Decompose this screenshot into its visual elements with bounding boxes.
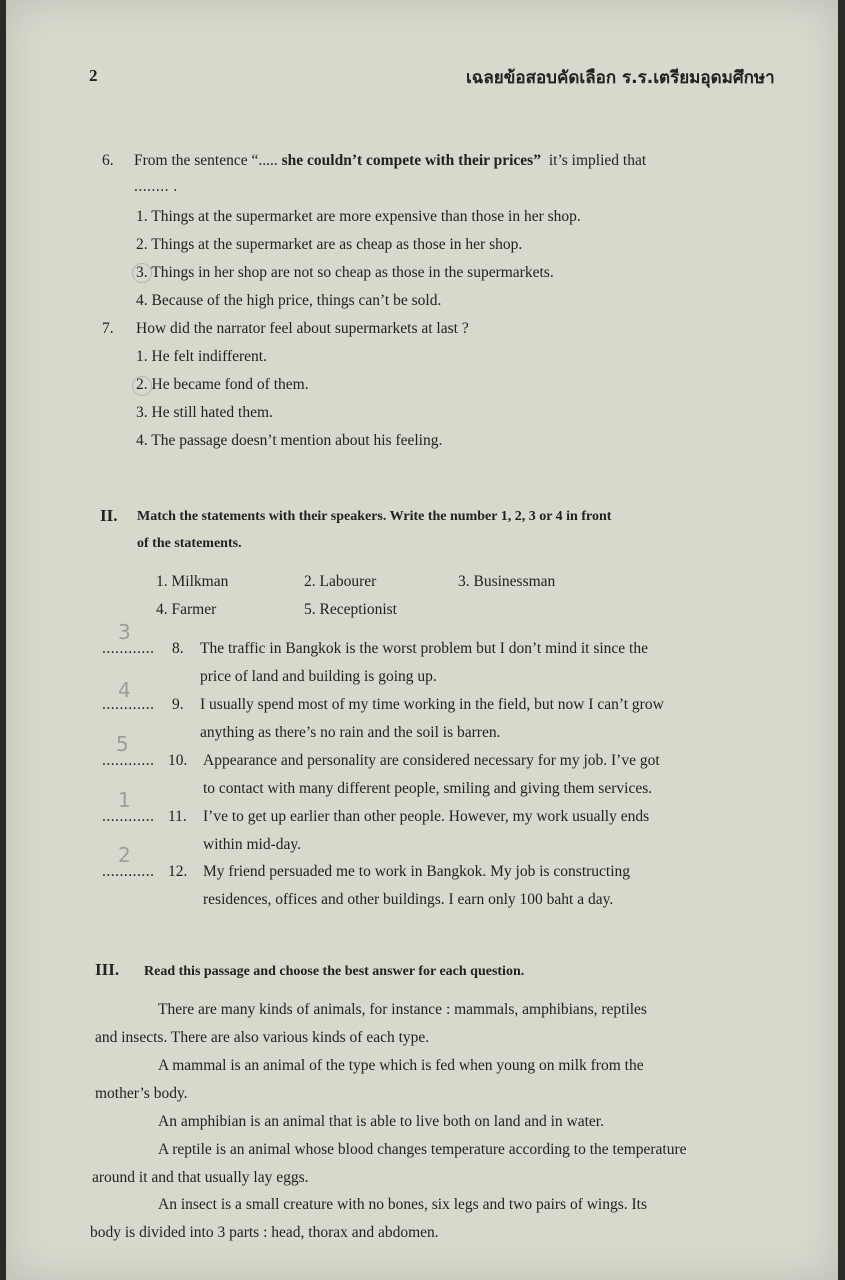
speaker-2: 2. Labourer [304,573,377,590]
speaker-1: 1. Milkman [156,573,229,590]
item-8-number: 8. [172,640,184,657]
passage-line-6: A reptile is an animal whose blood changes temperature according to the temperature [158,1141,687,1158]
item-11-line-1: I’ve to get up earlier than other people. However, my work usually ends [203,808,650,825]
handwritten-answer-12: 2 [118,843,131,867]
section-2-numeral: II. [100,506,118,525]
answer-circle-mark [132,263,152,283]
item-10-number: 10. [168,752,188,769]
speaker-5: 5. Receptionist [304,601,397,618]
item-10-blank: ............ [102,752,155,769]
passage-line-4: mother’s body. [95,1085,188,1102]
question-7-option-3: 3. He still hated them. [136,404,273,421]
question-6-stem-suffix: it’s implied that [548,152,647,169]
passage-line-8: An insect is a small creature with no bones, six legs and two pairs of wings. Its [158,1196,648,1213]
answer-circle-mark [132,376,152,396]
question-6-option-4: 4. Because of the high price, things can’t be sold. [136,292,442,309]
handwritten-answer-11: 1 [118,788,131,812]
question-6-option-1: 1. Things at the supermarket are more expensive than those in her shop. [136,208,581,225]
passage-line-7: around it and that usually lay eggs. [92,1169,309,1186]
document-page [6,0,838,1280]
question-7-option-4: 4. The passage doesn’t mention about his feeling. [136,432,443,449]
item-9-line-1: I usually spend most of my time working in the field, but now I can’t grow [200,696,664,713]
question-6-blank: ........ . [134,178,178,195]
handwritten-answer-9: 4 [118,678,131,702]
question-7-stem: How did the narrator feel about supermarkets at last ? [136,320,469,337]
handwritten-answer-8: 3 [118,620,131,644]
question-6-option-3: 3. Things in her shop are not so cheap as those in the supermarkets. [136,264,554,281]
item-12-blank: ............ [102,863,155,880]
speaker-4: 4. Farmer [156,601,217,618]
item-9-line-2: anything as there’s no rain and the soil is barren. [200,724,501,741]
section-3-instruction: Read this passage and choose the best answer for each question. [144,964,525,979]
item-10-line-1: Appearance and personality are considered necessary for my job. I’ve got [203,752,660,769]
page-header-title: เฉลยข้อสอบคัดเลือก ร.ร.เตรียมอุดมศึกษา [466,68,775,88]
question-7-number: 7. [102,320,114,337]
section-2-instruction-line-2: of the statements. [137,536,242,551]
page-number: 2 [89,66,98,85]
item-8-line-1: The traffic in Bangkok is the worst problem but I don’t mind it since the [200,640,648,657]
question-6-stem [134,152,646,170]
item-9-number: 9. [172,696,184,713]
question-6-number: 6. [102,152,114,169]
question-7-option-1: 1. He felt indifferent. [136,348,267,365]
item-12-line-1: My friend persuaded me to work in Bangkok. My job is constructing [203,863,631,880]
section-2-instruction-line-1: Match the statements with their speakers. Write the number 1, 2, 3 or 4 in front [137,509,612,524]
item-8-line-2: price of land and building is going up. [200,668,437,685]
item-11-number: 11. [168,808,187,825]
question-6-option-2: 2. Things at the supermarket are as cheap as those in her shop. [136,236,523,253]
question-6-stem-quote: she couldn’t compete with their prices” [281,152,541,169]
passage-line-3: A mammal is an animal of the type which is fed when young on milk from the [158,1057,644,1074]
section-3-numeral: III. [95,960,120,979]
passage-line-5: An amphibian is an animal that is able to live both on land and in water. [158,1113,604,1130]
passage-line-1: There are many kinds of animals, for instance : mammals, amphibians, reptiles [158,1001,647,1018]
item-12-number: 12. [168,863,188,880]
item-11-blank: ............ [102,808,155,825]
handwritten-answer-10: 5 [116,732,129,756]
passage-line-9: body is divided into 3 parts : head, thorax and abdomen. [90,1224,439,1241]
passage-line-2: and insects. There are also various kinds of each type. [95,1029,430,1046]
question-6-stem-prefix: From the sentence “..... [134,152,278,169]
speaker-3: 3. Businessman [458,573,556,590]
item-11-line-2: within mid-day. [203,836,302,853]
item-8-blank: ............ [102,640,155,657]
item-12-line-2: residences, offices and other buildings. I earn only 100 baht a day. [203,891,614,908]
item-10-line-2: to contact with many different people, smiling and giving them services. [203,780,653,797]
item-9-blank: ............ [102,696,155,713]
question-7-option-2: 2. He became fond of them. [136,376,309,393]
